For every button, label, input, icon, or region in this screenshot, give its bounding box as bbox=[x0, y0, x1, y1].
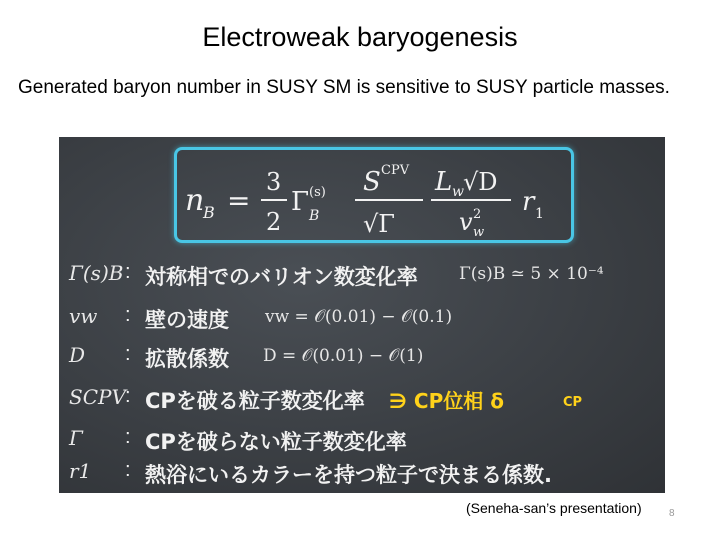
formula-frac1-den: 2 bbox=[266, 208, 282, 236]
formula-lhs-sub: B bbox=[203, 203, 215, 222]
formula-equals: = bbox=[227, 184, 251, 217]
definition-description: 拡散係数 bbox=[145, 347, 229, 371]
slide-subtitle: Generated baryon number in SUSY SM is sensitive to SUSY particle masses. bbox=[18, 77, 670, 98]
formula-v-w: v bbox=[459, 208, 473, 236]
definition-row bbox=[59, 261, 665, 293]
definition-symbol: r1 bbox=[69, 459, 92, 483]
formula-gamma: Γ bbox=[291, 187, 310, 217]
formula-lhs: n bbox=[185, 183, 205, 218]
definition-symbol: Γ bbox=[69, 426, 83, 450]
formula-v-w-sup: 2 bbox=[473, 207, 482, 222]
formula-frac1-num: 3 bbox=[266, 168, 282, 196]
formula-s-cpv-sup: CPV bbox=[381, 163, 410, 178]
formula-gamma-sub: B bbox=[309, 208, 320, 224]
definition-row bbox=[59, 459, 665, 491]
definition-description: CPを破らない粒子数変化率 bbox=[145, 430, 407, 454]
baryon-number-formula bbox=[177, 150, 571, 240]
definition-colon: : bbox=[125, 459, 131, 481]
blackboard-image bbox=[59, 137, 665, 493]
cp-phase-subscript: CP bbox=[563, 395, 583, 410]
definition-row bbox=[59, 304, 665, 336]
definition-symbol: D bbox=[69, 343, 86, 367]
definition-colon: : bbox=[125, 343, 131, 365]
definition-description: 対称相でのバリオン数変化率 bbox=[145, 265, 418, 289]
definition-description: CPを破る粒子数変化率 bbox=[145, 389, 365, 413]
definition-description: 熱浴にいるカラーを持つ粒子で決まる係数. bbox=[145, 463, 552, 487]
definition-value: Γ(s)B ≃ 5 × 10⁻⁴ bbox=[459, 264, 604, 284]
slide-number: 8 bbox=[669, 508, 675, 519]
formula-sqrt-gamma: √Γ bbox=[363, 210, 395, 238]
formula-r1-sub: 1 bbox=[535, 206, 544, 222]
formula-box bbox=[174, 147, 574, 243]
definition-row bbox=[59, 343, 665, 375]
formula-s-cpv: S bbox=[363, 167, 381, 197]
definition-value: D = 𝒪(0.01) − 𝒪(1) bbox=[263, 346, 424, 366]
definition-symbol: SCPV bbox=[69, 385, 126, 409]
definition-row bbox=[59, 426, 665, 458]
slide-title: Electroweak baryogenesis bbox=[202, 22, 518, 52]
formula-r1: r bbox=[522, 187, 535, 217]
formula-l-w: L bbox=[435, 167, 453, 197]
cp-phase-label: ∋ CP位相 δ bbox=[389, 389, 504, 413]
definition-colon: : bbox=[125, 426, 131, 448]
definition-description: 壁の速度 bbox=[145, 308, 229, 332]
definition-colon: : bbox=[125, 385, 131, 407]
definition-symbol: vw bbox=[69, 304, 98, 328]
definition-value: vw = 𝒪(0.01) − 𝒪(0.1) bbox=[265, 307, 453, 327]
formula-v-w-sub: w bbox=[473, 225, 485, 240]
formula-gamma-sup: (s) bbox=[309, 185, 326, 200]
definition-colon: : bbox=[125, 304, 131, 326]
definition-row bbox=[59, 385, 665, 417]
definition-colon: : bbox=[125, 261, 131, 283]
formula-sqrt-d: √D bbox=[463, 168, 498, 196]
definition-symbol: Γ(s)B bbox=[69, 261, 124, 285]
presentation-credit: (Seneha-san’s presentation) bbox=[466, 500, 642, 516]
formula-l-w-sub: w bbox=[452, 184, 464, 200]
